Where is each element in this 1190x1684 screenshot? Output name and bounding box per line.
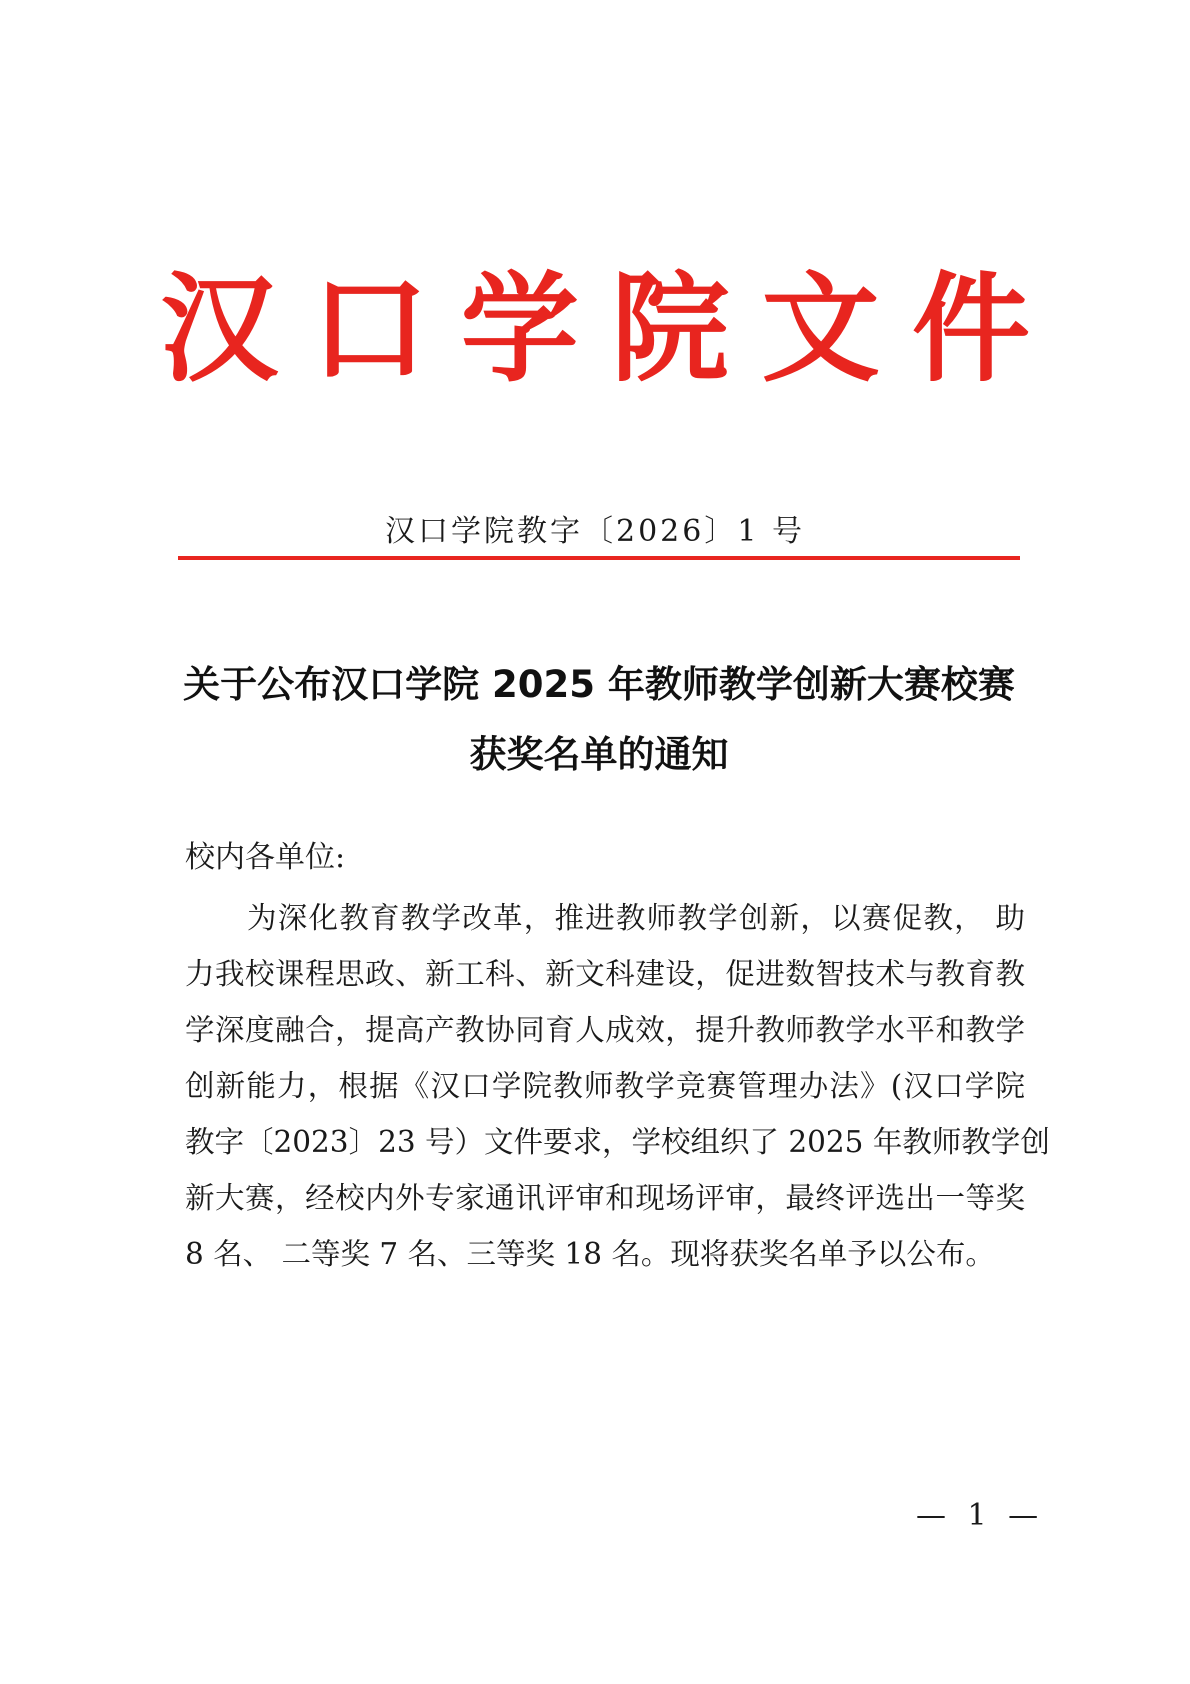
document-number: 汉口学院教字〔2026〕1 号	[385, 514, 805, 549]
masthead-char: 汉	[160, 260, 279, 398]
body-paragraph	[185, 890, 1050, 1282]
document-title	[175, 650, 1023, 790]
red-divider-line	[178, 556, 1020, 560]
body-line: 力我校课程思政、新工科、新文科建设，促进数智技术与教育教	[185, 957, 1025, 991]
title-line-2: 获奖名单的通知	[469, 733, 729, 776]
masthead-char: 口	[310, 260, 429, 398]
body-line: 新大赛，经校内外专家通讯评审和现场评审，最终评选出一等奖	[185, 1181, 1025, 1215]
masthead-char: 学	[460, 260, 579, 398]
salutation: 校内各单位:	[185, 840, 346, 875]
body-line: 8 名、 二等奖 7 名、三等奖 18 名。现将获奖名单予以公布。	[185, 1237, 995, 1271]
title-line-1: 关于公布汉口学院 2025 年教师教学创新大赛校赛	[183, 663, 1015, 706]
masthead-char: 院	[611, 260, 730, 398]
document-masthead	[160, 260, 1030, 398]
masthead-char: 文	[761, 260, 880, 398]
body-line: 为深化教育教学改革，推进教师教学创新，以赛促教， 助	[247, 901, 1025, 935]
body-line: 创新能力，根据《汉口学院教师教学竞赛管理办法》(汉口学院	[185, 1069, 1025, 1103]
page-number: — 1 —	[916, 1498, 1045, 1533]
body-line: 学深度融合，提高产教协同育人成效，提升教师教学水平和教学	[185, 1013, 1025, 1047]
masthead-char: 件	[911, 260, 1030, 398]
body-line: 教字〔2023〕23 号）文件要求，学校组织了 2025 年教师教学创	[185, 1125, 1050, 1159]
